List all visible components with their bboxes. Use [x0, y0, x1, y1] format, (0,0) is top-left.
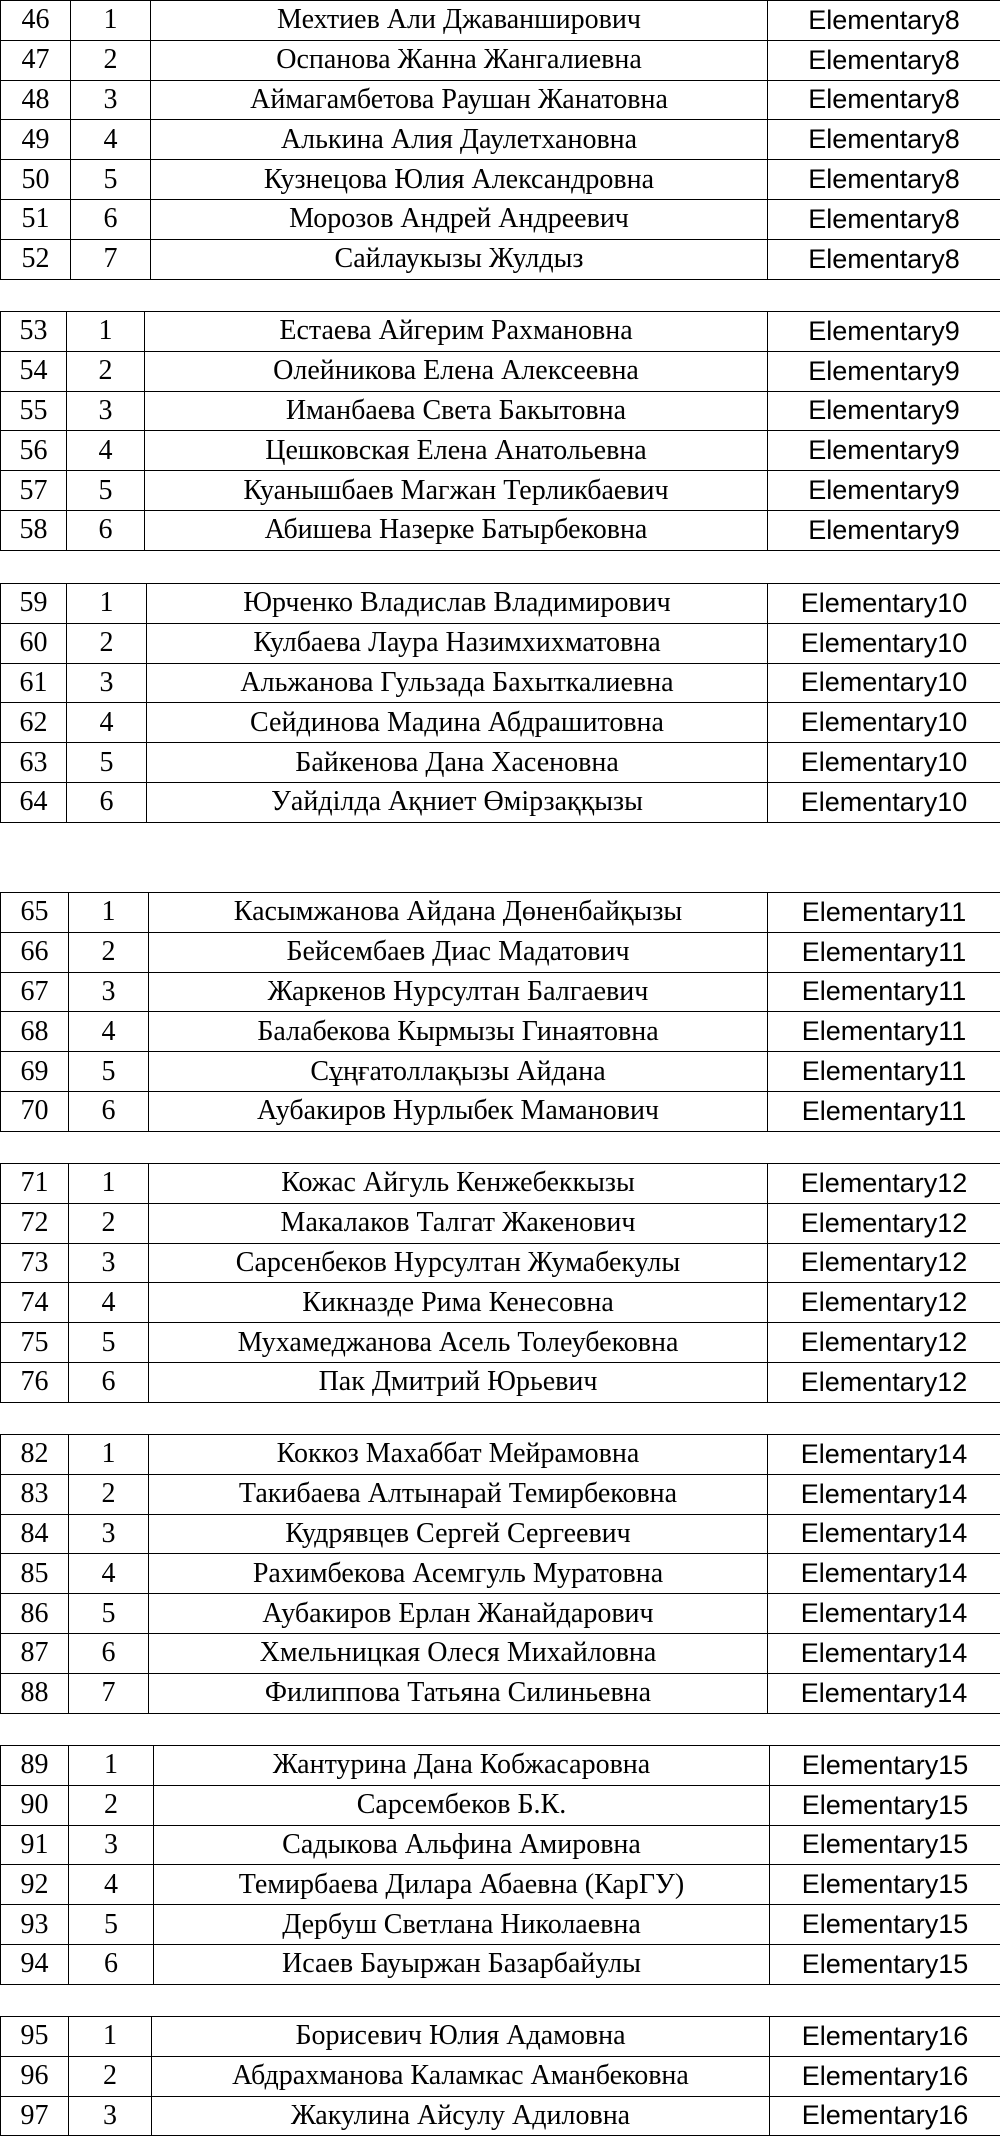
group-index-cell: 5 [69, 1905, 154, 1945]
student-name-cell: Сайлаукызы Жулдыз [151, 239, 768, 279]
row-number-cell: 49 [1, 120, 71, 160]
group-index-cell: 5 [71, 160, 151, 200]
student-name-cell: Жакулина Айсулу Адиловна [152, 2096, 770, 2136]
group-index-cell: 3 [71, 80, 151, 120]
row-number-cell: 53 [1, 312, 67, 352]
row-number-cell: 50 [1, 160, 71, 200]
group-level-cell: Elementary10 [768, 782, 1000, 822]
group-level-cell: Elementary11 [768, 1012, 1000, 1052]
table-row [1, 1474, 1000, 1514]
table-row [1, 80, 1000, 120]
group-level-cell: Elementary9 [768, 471, 1000, 511]
student-name-cell: Оспанова Жанна Жангалиевна [151, 40, 768, 80]
table-row [1, 199, 1000, 239]
student-name-cell: Мухамеджанова Асель Толеубековна [149, 1323, 768, 1363]
group-index-cell: 1 [71, 1, 151, 41]
table-row [1, 1746, 1000, 1786]
student-name-cell: Борисевич Юлия Адамовна [152, 2017, 770, 2057]
group-level-cell: Elementary10 [768, 663, 1000, 703]
group-level-cell: Elementary14 [768, 1673, 1000, 1713]
table-row [1, 1091, 1000, 1131]
row-number-cell: 97 [1, 2096, 69, 2136]
table-row [1, 312, 1000, 352]
group-level-cell: Elementary11 [768, 1052, 1000, 1092]
group-index-cell: 1 [69, 1435, 149, 1475]
group-index-cell: 6 [69, 1944, 154, 1984]
group-index-cell: 6 [69, 1091, 149, 1131]
student-name-cell: Темирбаева Дилара Абаевна (КарГУ) [154, 1865, 770, 1905]
group-level-cell: Elementary11 [768, 1091, 1000, 1131]
table-row [1, 1435, 1000, 1475]
group-level-cell: Elementary8 [768, 1, 1000, 41]
group-index-cell: 3 [67, 663, 147, 703]
group-level-cell: Elementary12 [768, 1283, 1000, 1323]
student-name-cell: Сарсембеков Б.К. [154, 1785, 770, 1825]
table-row [1, 2056, 1000, 2096]
table-row [1, 1283, 1000, 1323]
row-number-cell: 76 [1, 1362, 69, 1402]
group-level-cell: Elementary16 [770, 2096, 1000, 2136]
row-number-cell: 75 [1, 1323, 69, 1363]
group-level-cell: Elementary10 [768, 703, 1000, 743]
student-name-cell: Пак Дмитрий Юрьевич [149, 1362, 768, 1402]
row-number-cell: 67 [1, 972, 69, 1012]
student-name-cell: Мехтиев Али Джаваншир​ович [151, 1, 768, 41]
group-level-cell: Elementary10 [768, 584, 1000, 624]
student-name-cell: Рахимбекова Асемгуль Муратовна [149, 1554, 768, 1594]
table-row [1, 160, 1000, 200]
group-index-cell: 5 [67, 471, 145, 511]
row-number-cell: 68 [1, 1012, 69, 1052]
group-index-cell: 2 [69, 1474, 149, 1514]
table-row [1, 932, 1000, 972]
roster-table [0, 0, 1000, 280]
student-name-cell: Жаркенов Нурсултан Балгаевич [149, 972, 768, 1012]
student-name-cell: Коккоз Махаббат Мейрамовна [149, 1435, 768, 1475]
table-row [1, 1164, 1000, 1204]
student-name-cell: Куанышбаев Магжан Терликбаевич [145, 471, 768, 511]
table-row [1, 1865, 1000, 1905]
group-level-cell: Elementary12 [768, 1203, 1000, 1243]
group-index-cell: 6 [67, 782, 147, 822]
group-level-cell: Elementary9 [768, 431, 1000, 471]
student-name-cell: Морозов Андрей Андреевич [151, 199, 768, 239]
table-row [1, 1825, 1000, 1865]
row-number-cell: 55 [1, 391, 67, 431]
table-row [1, 623, 1000, 663]
table-row [1, 2096, 1000, 2136]
group-index-cell: 4 [67, 703, 147, 743]
group-index-cell: 2 [69, 2056, 152, 2096]
group-level-cell: Elementary14 [768, 1514, 1000, 1554]
group-index-cell: 3 [69, 1243, 149, 1283]
table-row [1, 510, 1000, 550]
student-name-cell: Садыкова Альфина Амировна [154, 1825, 770, 1865]
student-name-cell: Абдрахманова Каламкас Аманбековна [152, 2056, 770, 2096]
group-index-cell: 6 [69, 1362, 149, 1402]
group-level-cell: Elementary15 [770, 1905, 1000, 1945]
group-index-cell: 4 [71, 120, 151, 160]
group-index-cell: 4 [69, 1012, 149, 1052]
group-index-cell: 7 [69, 1673, 149, 1713]
table-row [1, 1673, 1000, 1713]
group-level-cell: Elementary16 [770, 2056, 1000, 2096]
group-level-cell: Elementary8 [768, 40, 1000, 80]
group-index-cell: 3 [69, 2096, 152, 2136]
group-level-cell: Elementary11 [768, 932, 1000, 972]
table-row [1, 120, 1000, 160]
student-name-cell: Уайділда Ақниет Өмірзаққызы [147, 782, 768, 822]
table-row [1, 1905, 1000, 1945]
row-number-cell: 64 [1, 782, 67, 822]
row-number-cell: 59 [1, 584, 67, 624]
table-row [1, 391, 1000, 431]
row-number-cell: 88 [1, 1673, 69, 1713]
group-level-cell: Elementary8 [768, 120, 1000, 160]
group-index-cell: 3 [69, 1514, 149, 1554]
group-level-cell: Elementary14 [768, 1554, 1000, 1594]
student-name-cell: Хмельницкая Олеся Михайловна [149, 1633, 768, 1673]
group-index-cell: 5 [69, 1323, 149, 1363]
student-name-cell: Макалаков Талгат Жакенович [149, 1203, 768, 1243]
row-number-cell: 93 [1, 1905, 69, 1945]
student-name-cell: Сейдинова Мадина Абдрашитовна [147, 703, 768, 743]
student-name-cell: Исаев Бауыржан Базарбайулы [154, 1944, 770, 1984]
student-name-cell: Аймагамбетова Раушан Жанатовна [151, 80, 768, 120]
group-level-cell: Elementary9 [768, 351, 1000, 391]
group-level-cell: Elementary12 [768, 1164, 1000, 1204]
table-row [1, 2017, 1000, 2057]
table-row [1, 1323, 1000, 1363]
row-number-cell: 72 [1, 1203, 69, 1243]
student-name-cell: Бейсембаев Диас Мадатович [149, 932, 768, 972]
row-number-cell: 70 [1, 1091, 69, 1131]
row-number-cell: 48 [1, 80, 71, 120]
table-row [1, 1203, 1000, 1243]
group-index-cell: 5 [69, 1052, 149, 1092]
student-name-cell: Юрченко Владислав Владимирович [147, 584, 768, 624]
table-row [1, 239, 1000, 279]
group-level-cell: Elementary9 [768, 510, 1000, 550]
group-level-cell: Elementary8 [768, 80, 1000, 120]
row-number-cell: 83 [1, 1474, 69, 1514]
table-row [1, 1785, 1000, 1825]
student-name-cell: Кузнецова Юлия Александровна [151, 160, 768, 200]
group-level-cell: Elementary10 [768, 623, 1000, 663]
row-number-cell: 66 [1, 932, 69, 972]
group-level-cell: Elementary8 [768, 199, 1000, 239]
table-row [1, 40, 1000, 80]
student-name-cell: Касымжанова Айдана Дөненбайқызы [149, 893, 768, 933]
row-number-cell: 85 [1, 1554, 69, 1594]
student-name-cell: Аубакиров Нурлыбек Маманович [149, 1091, 768, 1131]
row-number-cell: 84 [1, 1514, 69, 1554]
roster-table [0, 1434, 1000, 1714]
row-number-cell: 57 [1, 471, 67, 511]
table-row [1, 743, 1000, 783]
row-number-cell: 46 [1, 1, 71, 41]
row-number-cell: 56 [1, 431, 67, 471]
student-name-cell: Кудрявцев Сергей Сергеевич [149, 1514, 768, 1554]
table-row [1, 1362, 1000, 1402]
row-number-cell: 91 [1, 1825, 69, 1865]
group-level-cell: Elementary15 [770, 1785, 1000, 1825]
table-row [1, 1243, 1000, 1283]
student-name-cell: Кожас Айгуль Кенжебеккызы [149, 1164, 768, 1204]
group-index-cell: 1 [69, 1746, 154, 1786]
table-row [1, 1554, 1000, 1594]
table-row [1, 1633, 1000, 1673]
group-level-cell: Elementary9 [768, 312, 1000, 352]
row-number-cell: 51 [1, 199, 71, 239]
table-row [1, 1012, 1000, 1052]
row-number-cell: 92 [1, 1865, 69, 1905]
group-level-cell: Elementary15 [770, 1746, 1000, 1786]
group-level-cell: Elementary11 [768, 972, 1000, 1012]
student-name-cell: Сұңғатоллақызы Айдана [149, 1052, 768, 1092]
student-name-cell: Филиппова Татьяна Силиньевна [149, 1673, 768, 1713]
row-number-cell: 52 [1, 239, 71, 279]
roster-table [0, 583, 1000, 823]
table-row [1, 431, 1000, 471]
student-name-cell: Алькина Алия Даулетхановна [151, 120, 768, 160]
group-index-cell: 6 [69, 1633, 149, 1673]
group-index-cell: 2 [69, 1203, 149, 1243]
student-name-cell: Байкенова Дана Хасеновна [147, 743, 768, 783]
table-row [1, 471, 1000, 511]
group-index-cell: 6 [71, 199, 151, 239]
table-row [1, 1594, 1000, 1634]
table-row [1, 663, 1000, 703]
group-level-cell: Elementary12 [768, 1243, 1000, 1283]
row-number-cell: 62 [1, 703, 67, 743]
student-name-cell: Иманбаева Света Бакытовна [145, 391, 768, 431]
student-name-cell: Жантурина Дана Кобжасаровна [154, 1746, 770, 1786]
student-name-cell: Сарсенбеков Нурсултан Жумабекулы [149, 1243, 768, 1283]
group-index-cell: 3 [69, 1825, 154, 1865]
group-index-cell: 3 [69, 972, 149, 1012]
row-number-cell: 47 [1, 40, 71, 80]
roster-table [0, 311, 1000, 551]
row-number-cell: 90 [1, 1785, 69, 1825]
group-level-cell: Elementary12 [768, 1362, 1000, 1402]
student-name-cell: Балабекова Кырмызы Гинаятовна [149, 1012, 768, 1052]
roster-table [0, 892, 1000, 1132]
row-number-cell: 58 [1, 510, 67, 550]
row-number-cell: 86 [1, 1594, 69, 1634]
group-index-cell: 5 [69, 1594, 149, 1634]
student-name-cell: Дербуш Светлана Николаевна [154, 1905, 770, 1945]
group-level-cell: Elementary16 [770, 2017, 1000, 2057]
row-number-cell: 73 [1, 1243, 69, 1283]
roster-table [0, 2016, 1000, 2136]
row-number-cell: 69 [1, 1052, 69, 1092]
group-index-cell: 7 [71, 239, 151, 279]
group-index-cell: 1 [69, 2017, 152, 2057]
group-level-cell: Elementary15 [770, 1865, 1000, 1905]
table-row [1, 584, 1000, 624]
row-number-cell: 61 [1, 663, 67, 703]
row-number-cell: 63 [1, 743, 67, 783]
group-level-cell: Elementary10 [768, 743, 1000, 783]
group-index-cell: 6 [67, 510, 145, 550]
group-index-cell: 2 [69, 1785, 154, 1825]
table-row [1, 703, 1000, 743]
group-index-cell: 2 [71, 40, 151, 80]
group-level-cell: Elementary14 [768, 1633, 1000, 1673]
group-level-cell: Elementary12 [768, 1323, 1000, 1363]
row-number-cell: 71 [1, 1164, 69, 1204]
group-index-cell: 4 [69, 1283, 149, 1323]
table-row [1, 351, 1000, 391]
row-number-cell: 95 [1, 2017, 69, 2057]
group-level-cell: Elementary15 [770, 1825, 1000, 1865]
roster-table [0, 1163, 1000, 1403]
group-level-cell: Elementary14 [768, 1594, 1000, 1634]
group-index-cell: 2 [67, 351, 145, 391]
group-level-cell: Elementary14 [768, 1474, 1000, 1514]
row-number-cell: 54 [1, 351, 67, 391]
group-index-cell: 3 [67, 391, 145, 431]
table-row [1, 1944, 1000, 1984]
row-number-cell: 74 [1, 1283, 69, 1323]
student-name-cell: Естаева Айгерим Рахмановна [145, 312, 768, 352]
student-name-cell: Такибаева Алтынарай Темирбековна [149, 1474, 768, 1514]
table-row [1, 1, 1000, 41]
row-number-cell: 89 [1, 1746, 69, 1786]
row-number-cell: 82 [1, 1435, 69, 1475]
group-level-cell: Elementary9 [768, 391, 1000, 431]
group-index-cell: 4 [67, 431, 145, 471]
group-level-cell: Elementary11 [768, 893, 1000, 933]
group-index-cell: 1 [67, 312, 145, 352]
table-row [1, 1514, 1000, 1554]
table-row [1, 1052, 1000, 1092]
row-number-cell: 60 [1, 623, 67, 663]
student-name-cell: Кикназде Рима Кенесовна [149, 1283, 768, 1323]
group-level-cell: Elementary8 [768, 239, 1000, 279]
group-index-cell: 1 [69, 1164, 149, 1204]
row-number-cell: 65 [1, 893, 69, 933]
group-index-cell: 4 [69, 1554, 149, 1594]
table-row [1, 893, 1000, 933]
student-name-cell: Цешковская Елена Анатольевна [145, 431, 768, 471]
student-name-cell: Аубакиров Ерлан Жанайдарович [149, 1594, 768, 1634]
group-index-cell: 2 [67, 623, 147, 663]
table-row [1, 972, 1000, 1012]
row-number-cell: 96 [1, 2056, 69, 2096]
group-index-cell: 2 [69, 932, 149, 972]
table-row [1, 782, 1000, 822]
student-name-cell: Альжанова Гульзада Бахыткалиевна [147, 663, 768, 703]
group-index-cell: 5 [67, 743, 147, 783]
group-level-cell: Elementary8 [768, 160, 1000, 200]
group-index-cell: 4 [69, 1865, 154, 1905]
roster-table [0, 1745, 1000, 1985]
group-index-cell: 1 [67, 584, 147, 624]
row-number-cell: 94 [1, 1944, 69, 1984]
row-number-cell: 87 [1, 1633, 69, 1673]
student-name-cell: Абишева Назерке Батырбековна [145, 510, 768, 550]
student-name-cell: Олейникова Елена Алексеевна [145, 351, 768, 391]
student-name-cell: Кулбаева Лаура Назимхихматовна [147, 623, 768, 663]
group-index-cell: 1 [69, 893, 149, 933]
group-level-cell: Elementary15 [770, 1944, 1000, 1984]
group-level-cell: Elementary14 [768, 1435, 1000, 1475]
